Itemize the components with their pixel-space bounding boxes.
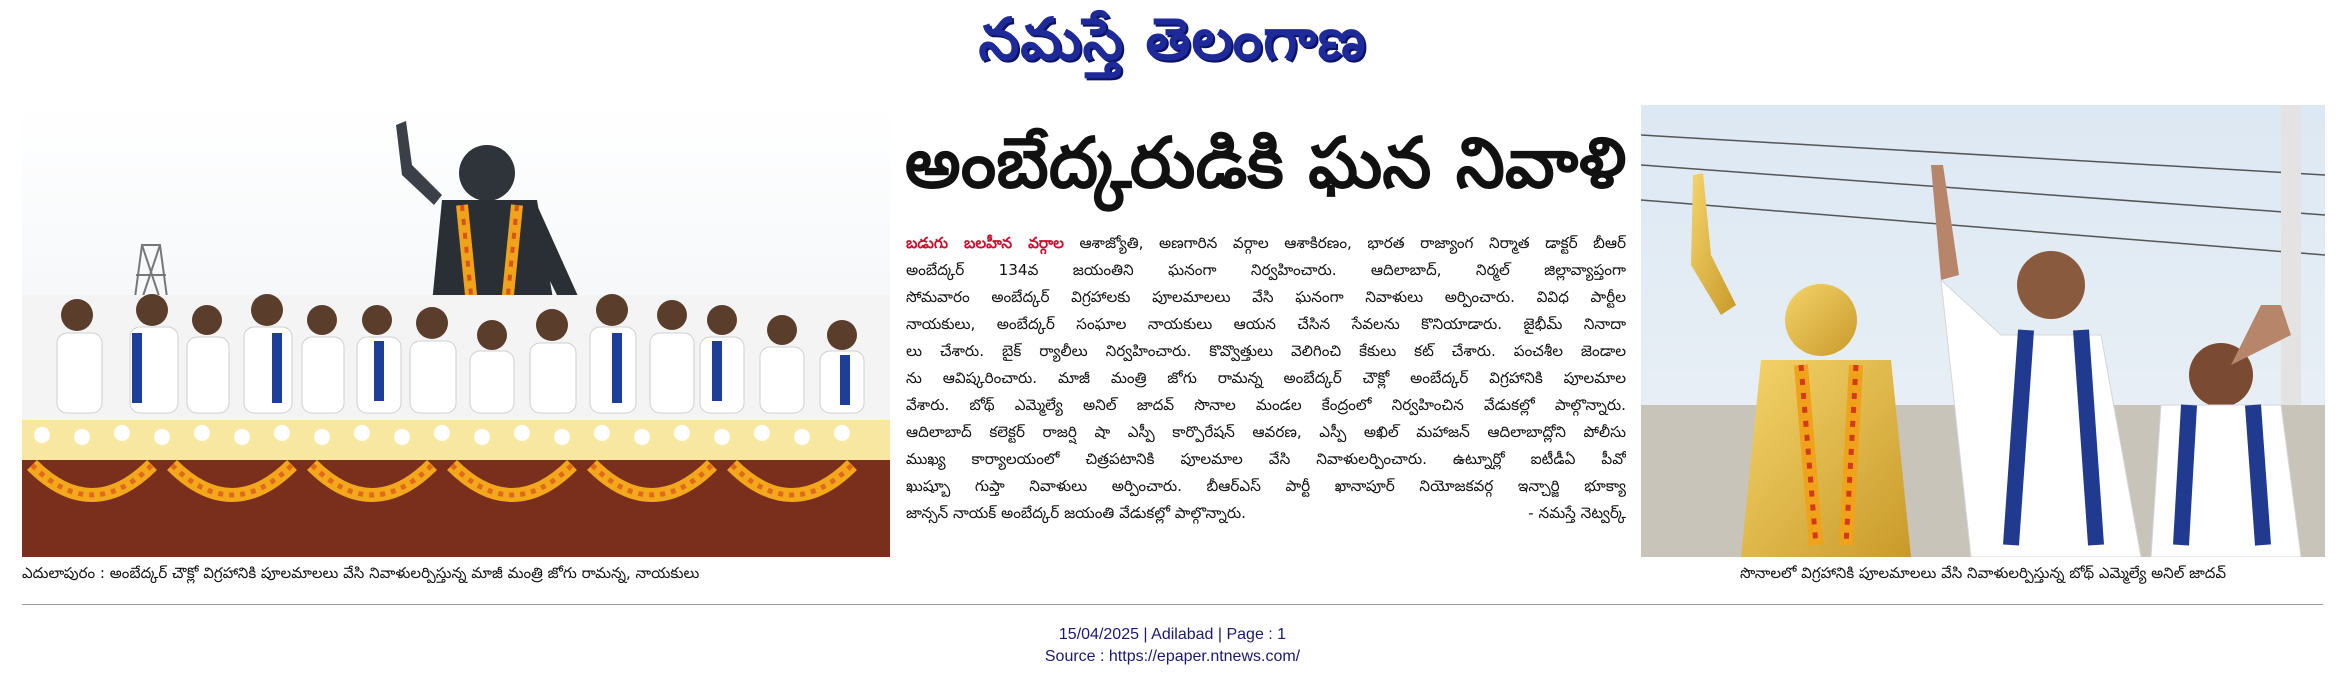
crowd-graphic <box>22 294 890 425</box>
article-line: వేశారు. బోథ్ ఎమ్మెల్యే అనిల్ జాదవ్ సొనాల మండల కేంద్రంలో నిర్వహించిన వేడుకల్లో పాల్గొన్నారు. <box>906 396 1626 414</box>
photo-right-illustration <box>1641 105 2325 557</box>
article-line: ముఖ్య కార్యాలయంలో చిత్రపటానికి పూలమాల వేసి నివాళులర్పించారు. ఉట్నూర్లో ఐటీడీఏ పీవో <box>906 450 1626 468</box>
article-line: ఖుష్బూ గుప్తా నివాళులు అర్పించారు. బీఆర్ఎస్ పార్టీ ఖానాపూర్ నియోజకవర్గ ఇన్చార్జి భూక్యా <box>906 477 1626 495</box>
footer-source: Source : https://epaper.ntnews.com/ <box>1044 648 1301 665</box>
flower-garlands-graphic <box>22 420 890 557</box>
article-line: ఆదిలాబాద్ కలెక్టర్ రాజర్షి షా ఎస్పీ కార్పొరేషన్ ఆవరణ, ఎస్పీ అఖిల్ మహాజన్ ఆదిలాబాద్లోని పోలీసు <box>906 423 1626 441</box>
article-line: సోమవారం అంబేద్కర్ విగ్రహాలకు పూలమాలలు వేసి ఘనంగా నివాళులు అర్పించారు. వివిధ పార్టీల <box>906 288 1626 306</box>
photo-left-caption: ఎదులాపురం : అంబేద్కర్ చౌక్లో విగ్రహానికి పూలమాలలు వేసి నివాళులర్పిస్తున్న మాజీ మంత్రి జోగు రామన్న, నాయకులు <box>22 564 700 582</box>
photo-statue-garlanding <box>22 105 890 557</box>
article-byline: - నమస్తే నెట్వర్క్ <box>1528 504 1626 522</box>
masthead: నమస్తే తెలంగాణ <box>978 5 1367 73</box>
article-line: అంబేద్కర్ 134వ జయంతిని ఘనంగా నిర్వహించారు. ఆదిలాబాద్, నిర్మల్ జిల్లావ్యాప్తంగా <box>906 261 1626 279</box>
article-line-text: ఆశాజ్యోతి, అణగారిన వర్గాల ఆశాకిరణం, భారత రాజ్యాంగ నిర్మాత డాక్టర్ బీఆర్ <box>1079 234 1626 252</box>
photo-left-illustration <box>22 105 890 557</box>
article-line: నాయకులు, అంబేద్కర్ సంఘాల నాయకులు ఆయన చేసిన సేవలను కొనియాడారు. జైభీమ్ నినాదా <box>906 315 1626 333</box>
headline: అంబేద్కరుడికి ఘన నివాళి <box>904 122 1627 204</box>
footer-divider <box>22 604 2323 605</box>
photo-right-caption: సొనాలలో విగ్రహానికి పూలమాలలు వేసి నివాళులర్పిస్తున్న బోథ్ ఎమ్మెల్యే అనిల్ జాదవ్ <box>1739 564 2227 582</box>
article-line: లు చేశారు. బైక్ ర్యాలీలు నిర్వహించారు. కొవ్వొత్తులు వెలిగించి కేకులు కట్ చేశారు. పంచశీల జెండాల <box>906 342 1626 360</box>
article-body <box>906 230 1626 527</box>
article-line-text: జాన్సన్ నాయక్ అంబేద్కర్ జయంతి వేడుకల్లో పాల్గొన్నారు. <box>906 504 1246 522</box>
article-line: ను ఆవిష్కరించారు. మాజీ మంత్రి జోగు రామన్న అంబేద్కర్ చౌక్లో అంబేద్కర్ విగ్రహానికి పూలమాల <box>906 369 1626 387</box>
article-line <box>906 230 1626 257</box>
photo-mla-statue <box>1641 105 2325 557</box>
footer-edition-info: 15/04/2025 | Adilabad | Page : 1 <box>1058 626 1287 643</box>
article-kicker: బడుగు బలహీన వర్గాల <box>906 234 1064 252</box>
article-last-line <box>906 500 1626 527</box>
